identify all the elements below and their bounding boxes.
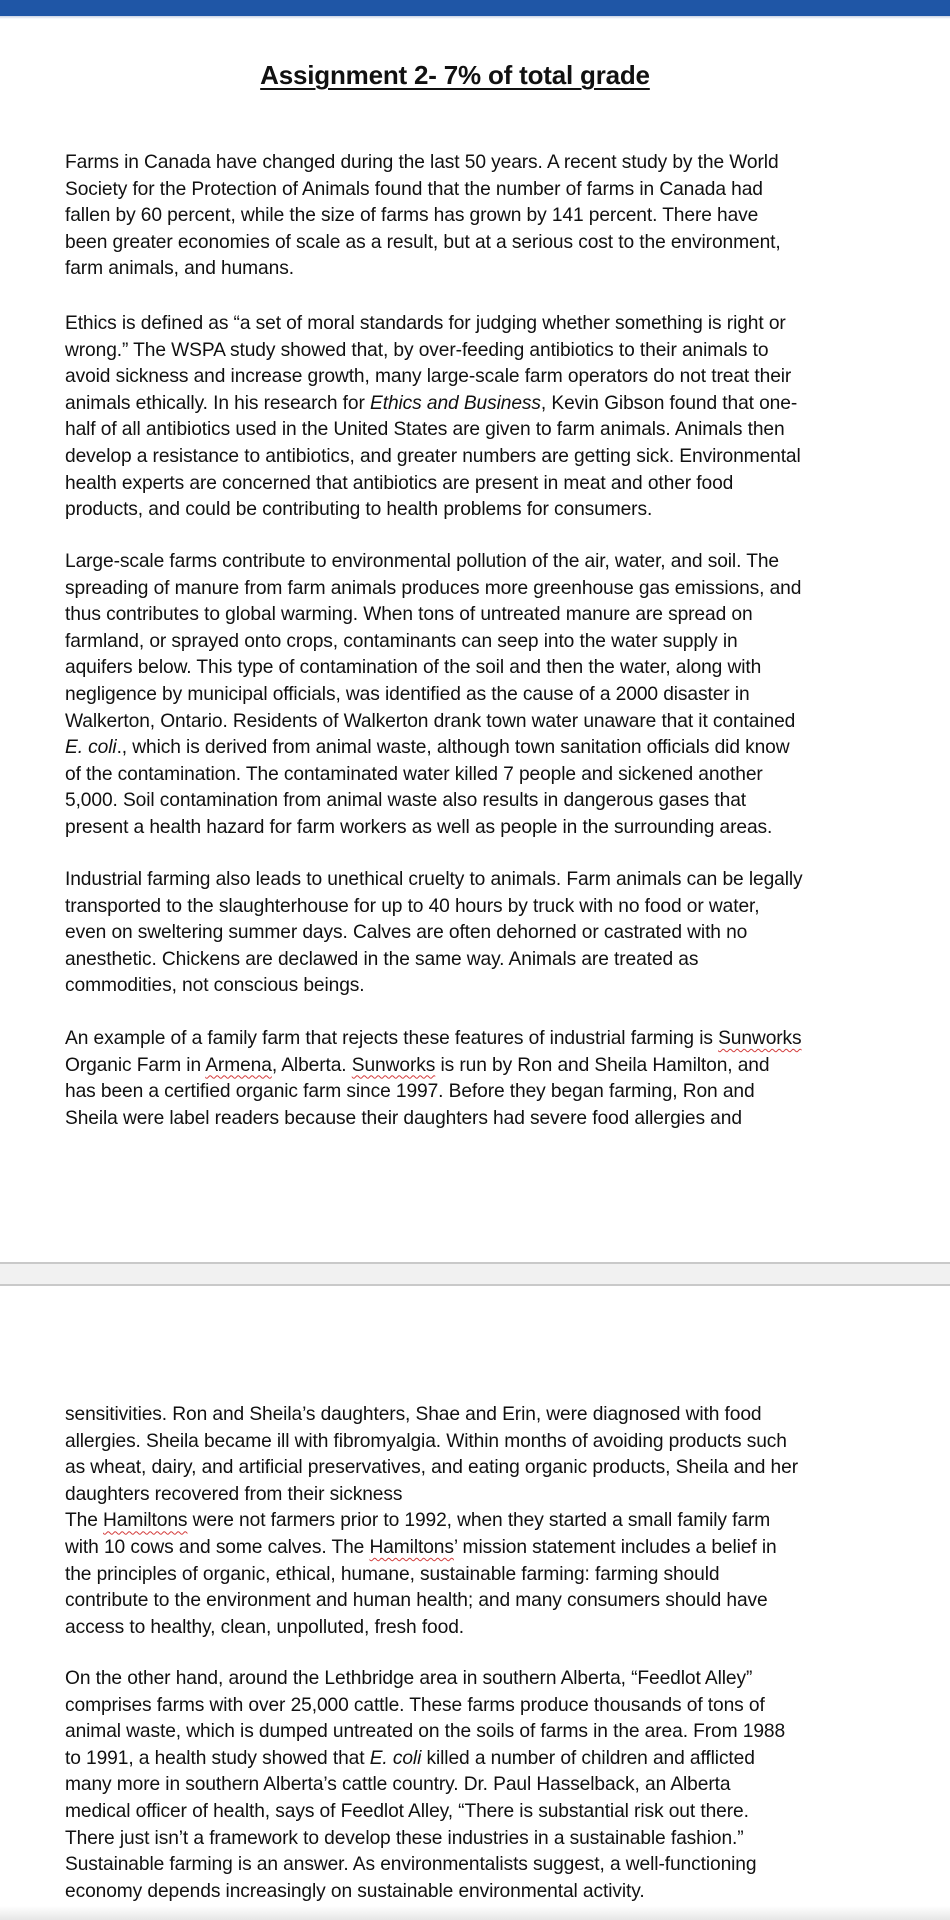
text-line xyxy=(65,391,853,418)
text-line: even on sweltering summer days. Calves are often dehorned or castrated with no xyxy=(65,922,748,944)
text-run: were not farmers prior to 1992, when they started a small family farm xyxy=(187,1510,771,1532)
text-line xyxy=(65,1026,853,1053)
text-line xyxy=(65,1746,853,1773)
text-line: Farms in Canada have changed during the last 50 years. A recent study by the World xyxy=(65,152,779,173)
text-line: Industrial farming also leads to unethical cruelty to animals. Farm animals can be legally xyxy=(65,869,803,890)
text-run: animals ethically. In his research for xyxy=(65,392,371,414)
app-top-bar xyxy=(0,0,950,16)
text-line: contribute to the environment and human health; and many consumers should have xyxy=(65,1590,768,1612)
text-run: is run by Ron and Sheila Hamilton, and xyxy=(435,1054,770,1076)
text-line: sensitivities. Ron and Sheila’s daughters, Shae and Erin, were diagnosed with food xyxy=(65,1404,762,1425)
text-line: On the other hand, around the Lethbridge area in southern Alberta, “Feedlot Alley” xyxy=(65,1668,753,1689)
text-line: commodities, not conscious beings. xyxy=(65,975,365,997)
text-line: There just isn’t a framework to develop these industries in a sustainable fashion.” xyxy=(65,1827,744,1849)
text-line: negligence by municipal officials, was identified as the cause of a 2000 disaster in xyxy=(65,683,750,705)
text-line: present a health hazard for farm workers as well as people in the surrounding areas. xyxy=(65,816,773,838)
document-page-1 xyxy=(0,19,950,1262)
paragraph-industrial-farming xyxy=(65,867,853,1000)
text-line: anesthetic. Chickens are declawed in the same way. Animals are treated as xyxy=(65,948,699,970)
text-line: been greater economies of scale as a result, but at a serious cost to the environment, xyxy=(65,231,781,253)
text-line: Large-scale farms contribute to environmental pollution of the air, water, and soil. The xyxy=(65,551,779,572)
text-line: medical officer of health, says of Feedlot Alley, “There is substantial risk out there. xyxy=(65,1800,749,1822)
text-line: animal waste, which is dumped untreated on the soils of farms in the area. From 1988 xyxy=(65,1721,786,1743)
misspelled-word[interactable]: Sunworks xyxy=(718,1028,802,1049)
paragraph-ethics xyxy=(65,311,853,524)
paragraph-farms-in-canada xyxy=(65,150,853,283)
text-line: Ethics is defined as “a set of moral standards for judging whether something is right or xyxy=(65,313,786,334)
text-line: develop a resistance to antibiotics, and greater numbers are getting sick. Environmental xyxy=(65,445,801,467)
italic-ecoli: E. coli xyxy=(369,1747,422,1769)
text-line: farmland, or sprayed onto crops, contaminants can seep into the water supply in xyxy=(65,630,738,652)
page-break xyxy=(0,1262,950,1286)
text-line: wrong.” The WSPA study showed that, by over-feeding antibiotics to their animals to xyxy=(65,339,769,361)
text-line: farm animals, and humans. xyxy=(65,258,294,280)
text-run: The xyxy=(65,1510,103,1532)
text-line: of the contamination. The contaminated water killed 7 people and sickened another xyxy=(65,763,763,785)
paragraph-large-scale-farms xyxy=(65,549,853,842)
document-title: Assignment 2- 7% of total grade xyxy=(260,60,650,90)
text-line: the principles of organic, ethical, humane, sustainable farming: farming should xyxy=(65,1563,720,1585)
paragraph-feedlot-alley xyxy=(65,1666,853,1905)
text-line: Society for the Protection of Animals found that the number of farms in Canada had xyxy=(65,178,763,200)
text-run: ’ mission statement includes a belief in xyxy=(453,1536,777,1558)
text-line: comprises farms with over 25,000 cattle. These farms produce thousands of tons of xyxy=(65,1694,765,1716)
text-run: , Alberta. xyxy=(271,1054,352,1076)
misspelled-word[interactable]: Hamiltons xyxy=(103,1510,188,1532)
text-line xyxy=(65,735,853,762)
text-line: Sheila were label readers because their daughters had severe food allergies and xyxy=(65,1107,742,1129)
text-run: to 1991, a health study showed that xyxy=(65,1747,370,1769)
text-line: many more in southern Alberta’s cattle country. Dr. Paul Hasselback, an Alberta xyxy=(65,1774,731,1796)
text-run: with 10 cows and some calves. The xyxy=(65,1536,370,1558)
text-line: fallen by 60 percent, while the size of farms has grown by 141 percent. There have xyxy=(65,205,759,227)
text-line: thus contributes to global warming. When tons of untreated manure are spread on xyxy=(65,604,753,626)
text-line xyxy=(65,1535,853,1562)
text-line: as wheat, dairy, and artificial preservatives, and eating organic products, Sheila and her xyxy=(65,1457,798,1479)
misspelled-word[interactable]: Hamiltons xyxy=(369,1536,454,1558)
text-line: products, and could be contributing to health problems for consumers. xyxy=(65,499,653,521)
text-line: has been a certified organic farm since 1997. Before they began farming, Ron and xyxy=(65,1081,755,1103)
text-line: allergies. Sheila became ill with fibromyalgia. Within months of avoiding products such xyxy=(65,1430,787,1452)
misspelled-word[interactable]: Sunworks xyxy=(351,1054,436,1076)
text-line: 5,000. Soil contamination from animal waste also results in dangerous gases that xyxy=(65,790,746,812)
text-run: killed a number of children and afflicted xyxy=(421,1747,755,1769)
text-line: access to healthy, clean, unpolluted, fresh food. xyxy=(65,1616,465,1638)
italic-book-title: Ethics and Business xyxy=(370,392,541,414)
text-line: aquifers below. This type of contamination of the soil and then the water, along with xyxy=(65,657,762,679)
paragraph-sunworks xyxy=(65,1026,853,1132)
text-line: avoid sickness and increase growth, many large-scale farm operators do not treat their xyxy=(65,366,792,388)
text-line: Walkerton, Ontario. Residents of Walkerton drank town water unaware that it contained xyxy=(65,710,796,732)
italic-ecoli: E. coli xyxy=(65,737,117,759)
text-line xyxy=(65,1053,853,1080)
text-line: spreading of manure from farm animals produces more greenhouse gas emissions, and xyxy=(65,577,802,599)
text-run: Organic Farm in xyxy=(65,1054,206,1076)
misspelled-word[interactable]: Armena xyxy=(205,1054,272,1076)
bottom-edge xyxy=(0,1906,950,1920)
text-run: An example of a family farm that rejects these features of industrial farming is xyxy=(65,1028,719,1049)
text-line xyxy=(65,1508,853,1535)
text-run: ., which is derived from animal waste, although town sanitation officials did know xyxy=(116,737,790,759)
text-run: , Kevin Gibson found that one- xyxy=(540,392,798,414)
document-page-2 xyxy=(0,1286,950,1906)
text-line: health experts are concerned that antibiotics are present in meat and other food xyxy=(65,472,734,494)
paragraph-sensitivities xyxy=(65,1402,853,1641)
text-line: economy depends increasingly on sustainable environmental activity. xyxy=(65,1880,645,1902)
text-line: half of all antibiotics used in the United States are given to farm animals. Animals then xyxy=(65,419,785,441)
text-line: transported to the slaughterhouse for up to 40 hours by truck with no food or water, xyxy=(65,895,760,917)
text-line: Sustainable farming is an answer. As environmentalists suggest, a well-functioning xyxy=(65,1854,757,1876)
text-line: daughters recovered from their sickness xyxy=(65,1483,403,1505)
